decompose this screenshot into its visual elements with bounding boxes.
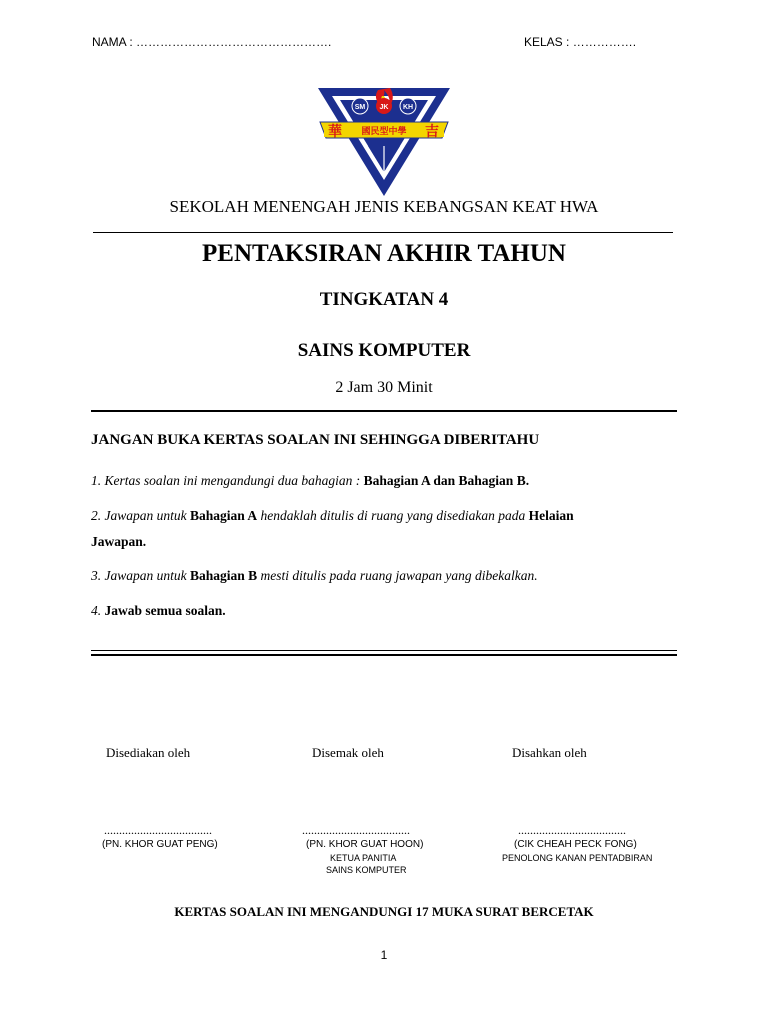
signature-name: (PN. KHOR GUAT PENG) [102, 839, 218, 850]
crest-text-jk: JK [379, 104, 389, 111]
svg-text:吉: 吉 [425, 124, 439, 140]
signature-role: SAINS KOMPUTER [326, 865, 407, 875]
name-field-label: NAMA : …………………………………………. [92, 35, 332, 49]
signature-name: (PN. KHOR GUAT HOON) [306, 839, 424, 850]
crest-banner-small: 國民型中學 [361, 127, 407, 137]
instruction-item-2: 2. Jawapan untuk Bahagian A hendaklah ditulis di ruang yang disediakan pada Helaian [91, 508, 574, 523]
signature-role: KETUA PANITIA [330, 853, 397, 863]
exam-subject: SAINS KOMPUTER [297, 340, 471, 361]
exam-title: PENTAKSIRAN AKHIR TAHUN [202, 240, 566, 267]
signature-dots: .................................... [518, 823, 626, 837]
svg-text:華: 華 [328, 124, 342, 140]
divider-double-top [91, 650, 677, 651]
school-crest-icon [316, 86, 452, 198]
exam-duration: 2 Jam 30 Minit [335, 379, 433, 396]
page-number: 1 [380, 948, 388, 962]
instruction-item-3: 3. Jawapan untuk Bahagian B mesti ditulis pada ruang jawapan yang dibekalkan. [91, 568, 538, 583]
crest-text-kh: KH [402, 104, 414, 111]
signature-dots: .................................... [104, 823, 212, 837]
divider-double-bottom [91, 654, 677, 656]
instruction-item-4: 4. Jawab semua soalan. [91, 603, 226, 618]
signature-dots: .................................... [302, 823, 410, 837]
instructions-heading: JANGAN BUKA KERTAS SOALAN INI SEHINGGA DIBERITAHU [91, 432, 540, 448]
crest-text-sm: SM [354, 104, 366, 111]
exam-form: TINGKATAN 4 [319, 289, 449, 310]
signature-role: PENOLONG KANAN PENTADBIRAN [502, 853, 653, 863]
school-name: SEKOLAH MENENGAH JENIS KEBANGSAN KEAT HWA [169, 197, 599, 216]
school-name-underline [93, 232, 673, 233]
pages-note: KERTAS SOALAN INI MENGANDUNGI 17 MUKA SURAT BERCETAK [174, 904, 594, 919]
divider-top [91, 410, 677, 412]
instruction-item-1: 1. Kertas soalan ini mengandungi dua bahagian : Bahagian A dan Bahagian B. [91, 473, 530, 488]
signature-name: (CIK CHEAH PECK FONG) [514, 839, 637, 850]
signature-label: Disemak oleh [312, 745, 384, 760]
signature-label: Disahkan oleh [512, 745, 587, 760]
instruction-item-2-line2: Jawapan. [91, 534, 147, 549]
signature-label: Disediakan oleh [106, 745, 191, 760]
class-field-label: KELAS : ……………. [524, 35, 637, 49]
